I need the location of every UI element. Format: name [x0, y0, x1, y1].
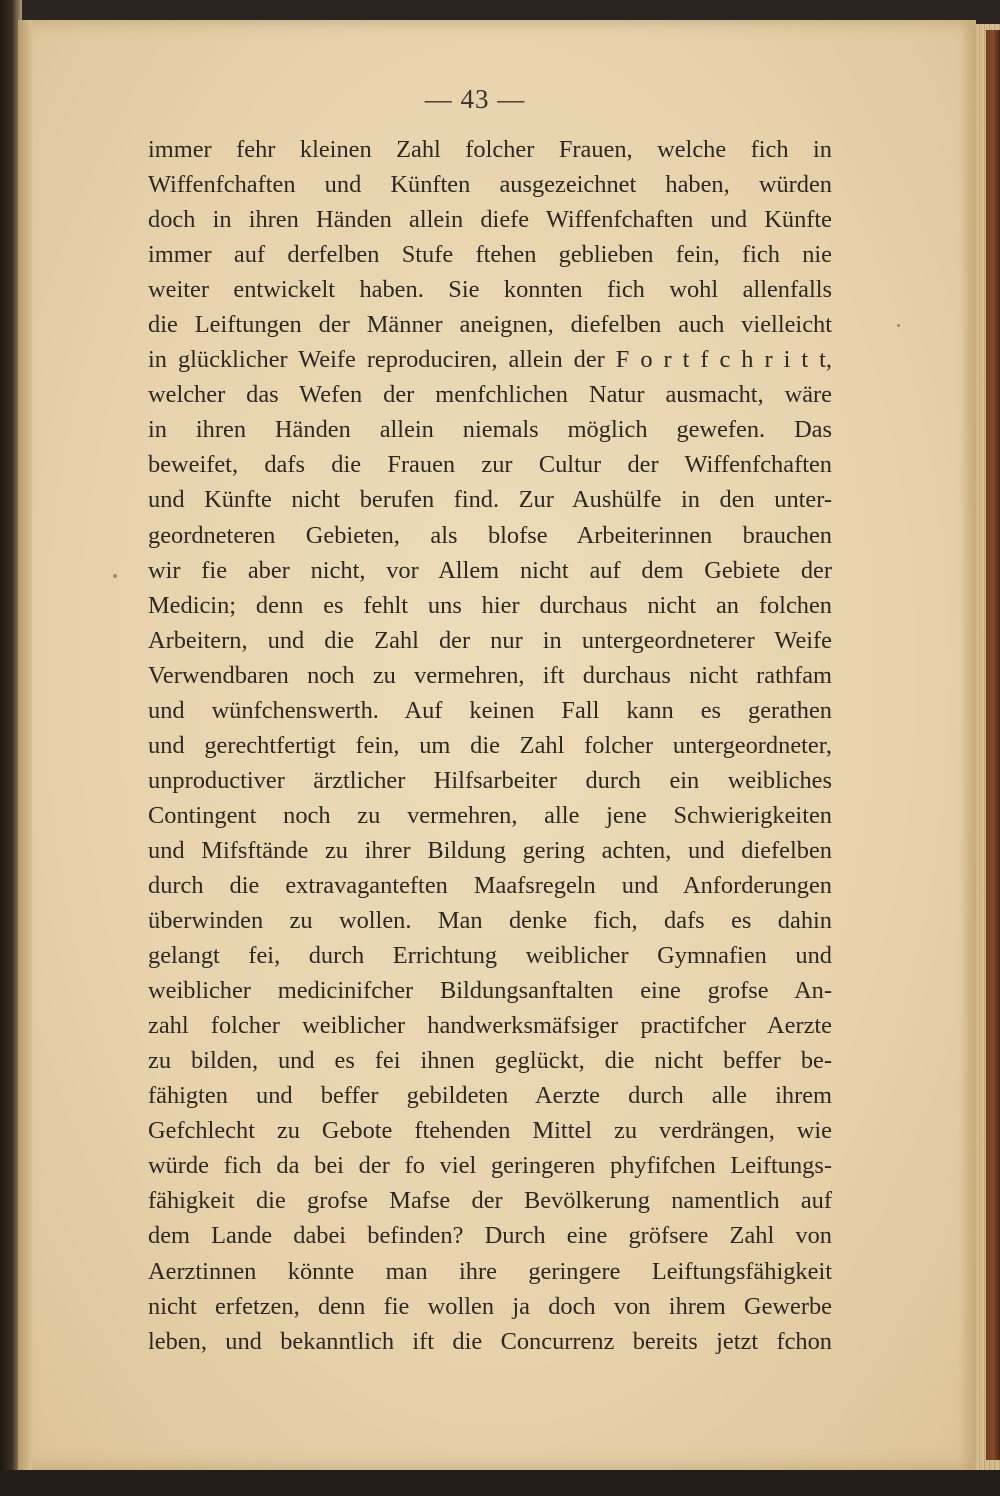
text-line: Medicin; denn es fehlt uns hier durchaus nicht an folchen	[148, 591, 832, 619]
text-line: leben, und bekanntlich ift die Concurrenz bereits jetzt fchon	[148, 1327, 832, 1355]
text-line: Aerztinnen könnte man ihre geringere Leiftungsfähigkeit	[148, 1257, 832, 1285]
text-line: in ihren Händen allein niemals möglich gewefen. Das	[148, 416, 832, 444]
text-line: und wünfchenswerth. Auf keinen Fall kann es gerathen	[148, 696, 832, 724]
text-line: fähigkeit die grofse Mafse der Bevölkerung namentlich auf	[148, 1187, 832, 1215]
paper-speck	[897, 324, 900, 327]
text-line: Contingent noch zu vermehren, alle jene Schwierigkeiten	[148, 801, 832, 829]
text-line: und gerechtfertigt fein, um die Zahl folcher untergeordneter,	[148, 731, 832, 759]
scan-bottom-border	[0, 1470, 1000, 1496]
text-line: und Künfte nicht berufen find. Zur Aushülfe in den unter-	[148, 486, 832, 514]
text-line: zu bilden, und es fei ihnen geglückt, die nicht beffer be-	[148, 1047, 832, 1075]
text-line: Wiffenfchaften und Künften ausgezeichnet haben, würden	[148, 171, 832, 199]
text-line: nicht erfetzen, denn fie wollen ja doch von ihrem Gewerbe	[148, 1292, 832, 1320]
text-line: durch die extravaganteften Maafsregeln und Anforderungen	[148, 871, 832, 899]
text-line: und Mifsftände zu ihrer Bildung gering achten, und diefelben	[148, 836, 832, 864]
paper-speck	[113, 574, 117, 578]
text-line: würde fich da bei der fo viel geringeren phyfifchen Leiftungs-	[148, 1152, 832, 1180]
text-line: fähigten und beffer gebildeten Aerzte durch alle ihrem	[148, 1082, 832, 1110]
text-line: immer fehr kleinen Zahl folcher Frauen, welche fich in	[148, 136, 832, 163]
text-line: dem Lande dabei befinden? Durch eine gröfsere Zahl von	[148, 1222, 832, 1250]
text-line: Arbeitern, und die Zahl der nur in untergeordneterer Weife	[148, 626, 832, 654]
text-line: welcher das Wefen der menfchlichen Natur ausmacht, wäre	[148, 381, 832, 409]
text-line: geordneteren Gebieten, als blofse Arbeiterinnen brauchen	[148, 521, 832, 549]
text-line: doch in ihren Händen allein diefe Wiffenfchaften und Künfte	[148, 206, 832, 234]
page-gutter	[18, 20, 32, 1470]
text-line: überwinden zu wollen. Man denke fich, dafs es dahin	[148, 907, 832, 935]
text-line: weiblicher medicinifcher Bildungsanftalten eine grofse An-	[148, 977, 832, 1005]
text-line: in glücklicher Weife reproduciren, allein der F o r t f c h r i t t,	[148, 346, 832, 374]
body-text	[148, 132, 832, 1359]
text-line: beweifet, dafs die Frauen zur Cultur der Wiffenfchaften	[148, 451, 832, 479]
text-line: zahl folcher weiblicher handwerksmäfsiger practifcher Aerzte	[148, 1012, 832, 1040]
text-line: die Leiftungen der Männer aneignen, diefelben auch vielleicht	[148, 311, 832, 339]
text-line: wir fie aber nicht, vor Allem nicht auf dem Gebiete der	[148, 556, 832, 584]
text-line: Verwendbaren noch zu vermehren, ift durchaus nicht rathfam	[148, 661, 832, 689]
text-line: gelangt fei, durch Errichtung weiblicher Gymnafien und	[148, 942, 832, 970]
text-line: Gefchlecht zu Gebote ftehenden Mittel zu verdrängen, wie	[148, 1117, 832, 1145]
page-number: — 43 —	[424, 84, 526, 114]
book-cover-edge	[986, 30, 1000, 1460]
text-line: immer auf derfelben Stufe ftehen geblieben fein, fich nie	[148, 241, 832, 269]
text-line: weiter entwickelt haben. Sie konnten fich wohl allenfalls	[148, 276, 832, 304]
page-edge-shade	[960, 20, 976, 1470]
text-line: unproductiver ärztlicher Hilfsarbeiter durch ein weibliches	[148, 766, 832, 794]
